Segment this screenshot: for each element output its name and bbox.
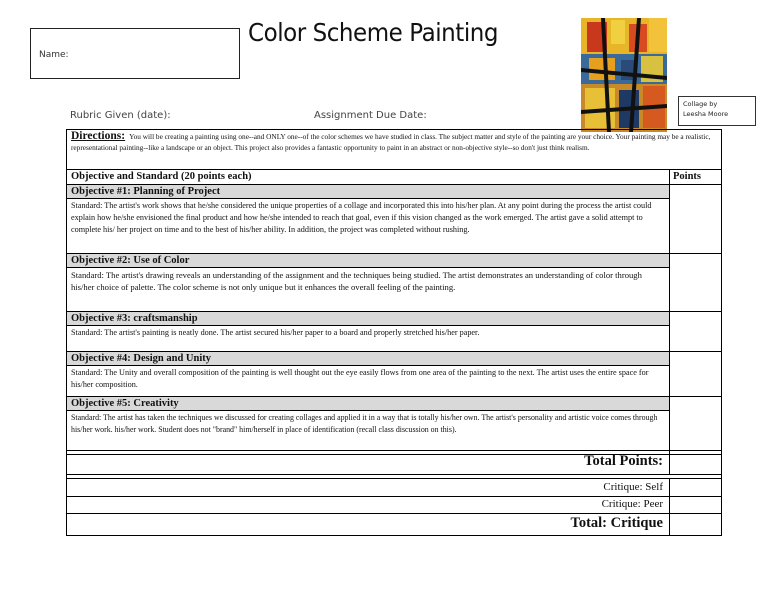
objective-5-points-cell[interactable] <box>670 396 721 455</box>
objective-3-title: Objective #3: craftsmanship <box>67 311 669 326</box>
due-date-label: Assignment Due Date: <box>314 110 427 121</box>
directions-cell <box>67 130 721 170</box>
directions-title: Directions: <box>71 130 126 142</box>
caption-line-2: Leesha Moore <box>683 110 729 118</box>
critique-peer-label: Critique: Peer <box>601 498 663 510</box>
collage-artwork-drawing <box>581 18 667 132</box>
objective-4-points-cell[interactable] <box>670 351 721 396</box>
name-field[interactable] <box>30 28 240 79</box>
objective-1-standard: Standard: The artist's work shows that he/she considered the unique properties of a collage and incorporated this into his/her plan. At any point during the process the artist could explain how he/she envisioned the final product and how he/she intended to reach that goal, even if this vision changed as the work emerged. The artist gave a solid attempt to complete his/ her project on time and to the best of his/her ability. In addition, the project was completed without rushing. <box>71 201 652 235</box>
row-divider <box>67 474 721 475</box>
objective-2-title: Objective #2: Use of Color <box>67 253 669 268</box>
critique-self-label: Critique: Self <box>603 481 663 493</box>
objective-1-points-cell[interactable] <box>670 184 721 254</box>
column-header-points: Points <box>673 171 702 182</box>
row-divider <box>67 478 721 479</box>
column-header-objective: Objective and Standard (20 points each) <box>71 171 252 182</box>
rubric-table <box>66 129 722 536</box>
row-divider <box>67 450 721 451</box>
objective-5-standard: Standard: The artist has taken the techniques we discussed for creating collages and applied it in a way that is totally his/her own. The artist's personality and artistic voice comes through his/her work. his/her work. Student does not "brand" him/herself in place of identification (recall class discussion on this). <box>71 413 658 434</box>
collage-artwork-image <box>581 18 667 132</box>
total-points-label: Total Points: <box>584 453 663 469</box>
objective-2-standard: Standard: The artist's drawing reveals an understanding of the assignment and the techniques being studied. The artist demonstrates an understanding of color through his/her choice of palette. The color scheme is not only unique but it enhances the overall feeling of the painting. <box>71 270 642 293</box>
directions-text: You will be creating a painting using one--and ONLY one--of the color schemes we have studied in class. The subject matter and style of the painting are your choice. Your painting may be a realistic, representational painting--like a landscape or an object. This project also provides a fantastic opportunity to paint in an abstract or non-objective style--so don't just think realism. <box>71 132 711 152</box>
objective-3-points-cell[interactable] <box>670 311 721 351</box>
row-divider <box>67 513 721 514</box>
objective-3-standard: Standard: The artist's painting is neatly done. The artist secured his/her paper to a board and properly stretched his/her paper. <box>71 328 480 337</box>
objective-1-title: Objective #1: Planning of Project <box>67 184 669 199</box>
row-divider <box>67 496 721 497</box>
table-header-row <box>67 170 721 185</box>
page-title: Color Scheme Painting <box>248 18 499 47</box>
name-label: Name: <box>39 50 69 60</box>
objective-4-title: Objective #4: Design and Unity <box>67 351 669 366</box>
artwork-caption <box>678 96 756 126</box>
total-points-cell[interactable] <box>670 455 721 474</box>
critique-peer-cell[interactable] <box>670 497 721 513</box>
total-critique-cell[interactable] <box>670 514 721 535</box>
objective-5-title: Objective #5: Creativity <box>67 396 669 411</box>
caption-line-1: Collage by <box>683 100 718 108</box>
objective-2-points-cell[interactable] <box>670 253 721 311</box>
total-critique-label: Total: Critique <box>570 515 663 531</box>
objective-4-standard: Standard: The Unity and overall composition of the painting is well thought out the eye easily flows from one area of the painting to the next. The artist uses the entire space for his/her composition. <box>71 368 649 390</box>
critique-self-cell[interactable] <box>670 479 721 496</box>
rubric-given-label: Rubric Given (date): <box>70 110 171 121</box>
